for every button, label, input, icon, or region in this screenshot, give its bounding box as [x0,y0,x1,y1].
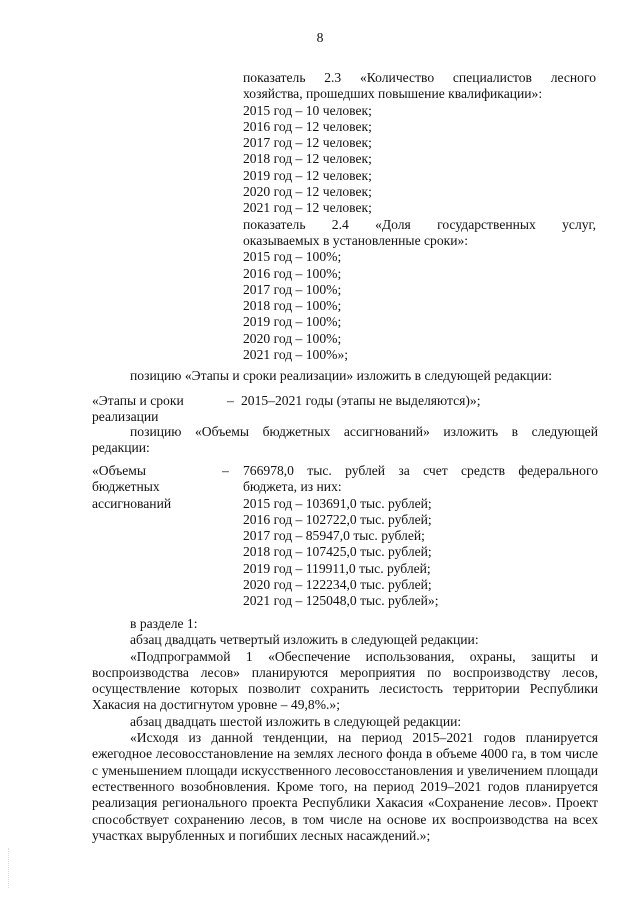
indicator-2-4-year-2021: 2021 год – 100%»; [243,347,349,363]
indicator-2-4-year-2017: 2017 год – 100%; [243,281,342,297]
budget-label [92,463,222,512]
indicator-2-3-heading-cont: хозяйства, прошедших повышение квалификации»: [243,86,543,102]
stages-label-line1: «Этапы и сроки [92,393,184,408]
budget-total: 766978,0 тыс. рублей за счет средств федерального [243,463,598,478]
indicator-2-3-heading: показатель 2.3 «Количество специалистов лесного [243,70,596,85]
indicator-2-4-year-2016: 2016 год – 100%; [243,265,342,281]
budget-year-2021: 2021 год – 125048,0 тыс. рублей»; [243,593,439,609]
budget-year-2017: 2017 год – 85947,0 тыс. рублей; [243,528,425,544]
indicator-2-4-year-2019: 2019 год – 100%; [243,314,342,330]
budget-value [243,463,598,610]
indicator-2-4-year-2020: 2020 год – 100%; [243,330,342,346]
budget-year-2019: 2019 год – 119911,0 тыс. рублей; [243,560,431,576]
para26-text: «Исходя из данной тенденции, на период 2015–2021 годов планируется ежегодное лесовосстановление на землях лесного фонда в объеме 4000 га, в том числе с уменьшением площади искусственного лесовосстановления и увеличением площади естественного возобновления. Кроме того, на период 2019–2021 годов планируется реализация регионального проекта Республики Хакасия «Сохранение лесов». Проект способствует сохранению лесов, в том числе на основе их воспроизводства на всех участках вырубленных и погибших лесных насаждений.»; [92,730,598,843]
section-1-amendments [92,616,598,844]
budget-intro: позицию «Объемы бюджетных ассигнований» изложить в следующей редакции: [92,424,598,456]
indicator-2-3-year-2017: 2017 год – 12 человек; [243,135,372,151]
para24-intro: абзац двадцать четвертый изложить в следующей редакции: [130,632,479,648]
budget-label-line2: бюджетных [92,479,160,495]
indicator-2-3-year-2016: 2016 год – 12 человек; [243,118,372,134]
indicator-2-3-year-2021: 2021 год – 12 человек; [243,200,372,216]
budget-label-line3: ассигнований [92,495,172,511]
budget-year-2015: 2015 год – 103691,0 тыс. рублей; [243,495,432,511]
stages-intro: позицию «Этапы и сроки реализации» изложить в следующей редакции: [130,368,552,383]
indicator-2-4-heading: показатель 2.4 «Доля государственных услуг, [243,216,596,232]
indicator-2-4-heading-cont: оказываемых в установленные сроки»: [243,232,469,248]
budget-dash: – [222,463,229,478]
indicator-2-3-year-2015: 2015 год – 10 человек; [243,102,372,118]
stages-dash: – [227,393,234,408]
section-heading: в разделе 1: [130,616,198,631]
budget-total-cont: бюджета, из них: [243,479,342,495]
budget-year-2018: 2018 год – 107425,0 тыс. рублей; [243,544,432,560]
indicator-2-3-year-2020: 2020 год – 12 человек; [243,184,372,200]
stages-label-line2: реализации [92,409,159,425]
indicators-block [243,70,596,363]
para24-text: «Подпрограммой 1 «Обеспечение использования, охраны, защиты и воспроизводства лесов» планируются мероприятия по воспроизводству лесов, осуществление которых позволит сохранить лесистость территории Республики Хакасия на достигнутом уровне – 49,8%.»; [92,648,598,713]
budget-year-2020: 2020 год – 122234,0 тыс. рублей; [243,577,432,593]
scan-margin-speck [8,848,25,888]
stages-value: 2015–2021 годы (этапы не выделяются)»; [241,393,481,408]
indicator-2-3-year-2019: 2019 год – 12 человек; [243,167,372,183]
page-number: 8 [316,30,324,45]
indicator-2-4-year-2015: 2015 год – 100%; [243,249,342,265]
budget-year-2016: 2016 год – 102722,0 тыс. рублей; [243,511,432,527]
indicator-2-4-year-2018: 2018 год – 100%; [243,298,342,314]
stages-label [92,393,222,426]
para26-intro: абзац двадцать шестой изложить в следующей редакции: [130,713,462,729]
indicator-2-3-year-2018: 2018 год – 12 человек; [243,151,372,167]
budget-label-line1: «Объемы [92,463,146,478]
